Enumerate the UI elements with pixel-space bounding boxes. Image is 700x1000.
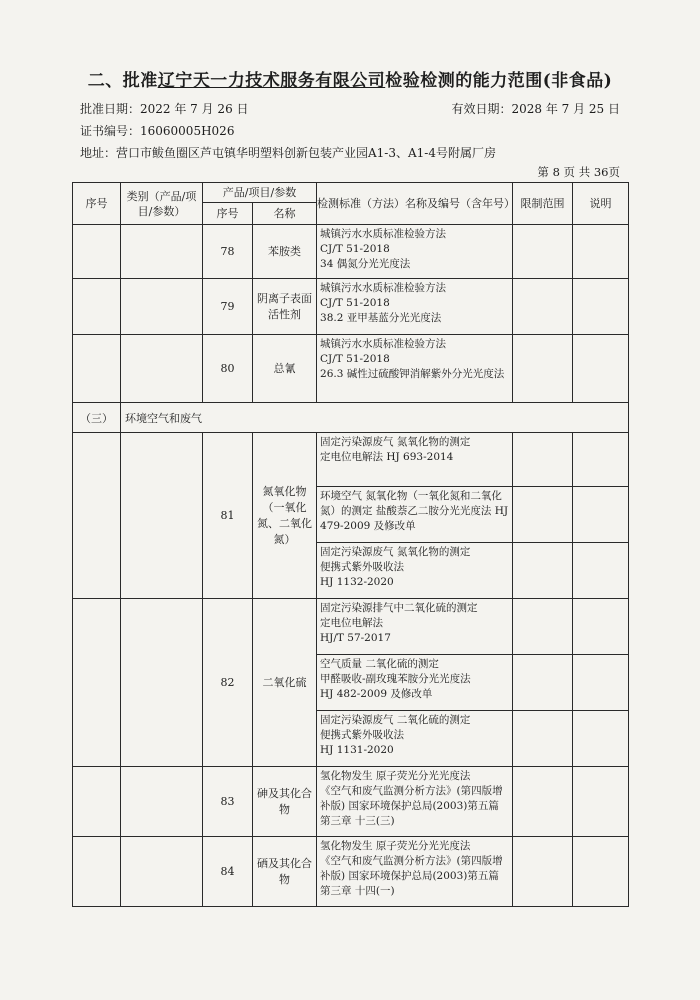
table-header-row [73, 183, 629, 203]
page-title [0, 66, 700, 91]
title-company: 辽宁天一力技术服务有限公司 [157, 71, 386, 91]
table-row [73, 599, 629, 655]
page-info: 第 8 页 共 36页 [537, 165, 620, 179]
header-standard: 检测标准（方法）名称及编号（含年号） [317, 183, 513, 225]
item-no: 78 [203, 225, 253, 279]
item-standard: 固定污染源废气 二氧化硫的测定 便携式紫外吸收法 HJ 1131-2020 [317, 711, 513, 767]
item-name: 氮氧化物（一氧化氮、二氧化氮） [253, 433, 317, 599]
header-seq: 序号 [73, 183, 121, 225]
table-row [73, 225, 629, 279]
item-standard: 城镇污水水质标准检验方法 CJ/T 51-2018 38.2 亚甲基蓝分光光度法 [317, 279, 513, 335]
item-standard: 环境空气 氮氧化物（一氧化氮和二氧化氮）的测定 盐酸萘乙二胺分光光度法 HJ 479-2009 及修改单 [317, 487, 513, 543]
header-category: 类别（产品/项目/参数） [121, 183, 203, 225]
item-name: 阴离子表面活性剂 [253, 279, 317, 335]
table-row [73, 335, 629, 403]
capability-table [72, 182, 629, 907]
section-row [73, 403, 629, 433]
table-row [73, 767, 629, 837]
item-no: 82 [203, 599, 253, 767]
item-standard: 固定污染源废气 氮氧化物的测定 便携式紫外吸收法 HJ 1132-2020 [317, 543, 513, 599]
item-standard: 固定污染源废气 氮氧化物的测定 定电位电解法 HJ 693-2014 [317, 433, 513, 487]
item-name: 总氰 [253, 335, 317, 403]
item-standard: 氢化物发生 原子荧光分光光度法 《空气和废气监测分析方法》(第四版增补版) 国家环境保护总局(2003)第五篇 第三章 十四(一) [317, 837, 513, 907]
item-name: 砷及其化合物 [253, 767, 317, 837]
header-sub-seq: 序号 [203, 203, 253, 225]
item-no: 84 [203, 837, 253, 907]
address: 地址：营口市鲅鱼圈区芦屯镇华明塑料创新包装产业园A1-3、A1-4号附属厂房 [80, 146, 496, 160]
item-name: 二氧化硫 [253, 599, 317, 767]
item-standard: 城镇污水水质标准检验方法 CJ/T 51-2018 34 偶氮分光光度法 [317, 225, 513, 279]
title-suffix: 检验检测的能力范围(非食品) [385, 71, 613, 91]
item-standard: 空气质量 二氧化硫的测定 甲醛吸收-副玫瑰苯胺分光光度法 HJ 482-2009 及修改单 [317, 655, 513, 711]
certificate-number: 证书编号：16060005H026 [80, 124, 235, 138]
valid-date: 有效日期：2028 年 7 月 25 日 [451, 102, 620, 116]
item-standard: 氢化物发生 原子荧光分光光度法 《空气和废气监测分析方法》(第四版增补版) 国家环境保护总局(2003)第五篇 第三章 十三(三) [317, 767, 513, 837]
header-limit: 限制范围 [513, 183, 573, 225]
table-row [73, 837, 629, 907]
header-sub-name: 名称 [253, 203, 317, 225]
item-standard: 城镇污水水质标准检验方法 CJ/T 51-2018 26.3 碱性过硫酸钾消解紫外分光光度法 [317, 335, 513, 403]
table-row [73, 279, 629, 335]
title-prefix: 二、批准 [87, 71, 158, 91]
header-product-group: 产品/项目/参数 [203, 183, 317, 203]
item-no: 81 [203, 433, 253, 599]
approval-date: 批准日期：2022 年 7 月 26 日 [80, 102, 249, 116]
section-label: 环境空气和废气 [121, 403, 629, 433]
item-name: 苯胺类 [253, 225, 317, 279]
item-name: 硒及其化合物 [253, 837, 317, 907]
table-row [73, 433, 629, 487]
item-standard: 固定污染源排气中二氧化硫的测定 定电位电解法 HJ/T 57-2017 [317, 599, 513, 655]
item-no: 79 [203, 279, 253, 335]
item-no: 83 [203, 767, 253, 837]
header-note: 说明 [573, 183, 629, 225]
section-index: （三） [73, 403, 121, 433]
item-no: 80 [203, 335, 253, 403]
